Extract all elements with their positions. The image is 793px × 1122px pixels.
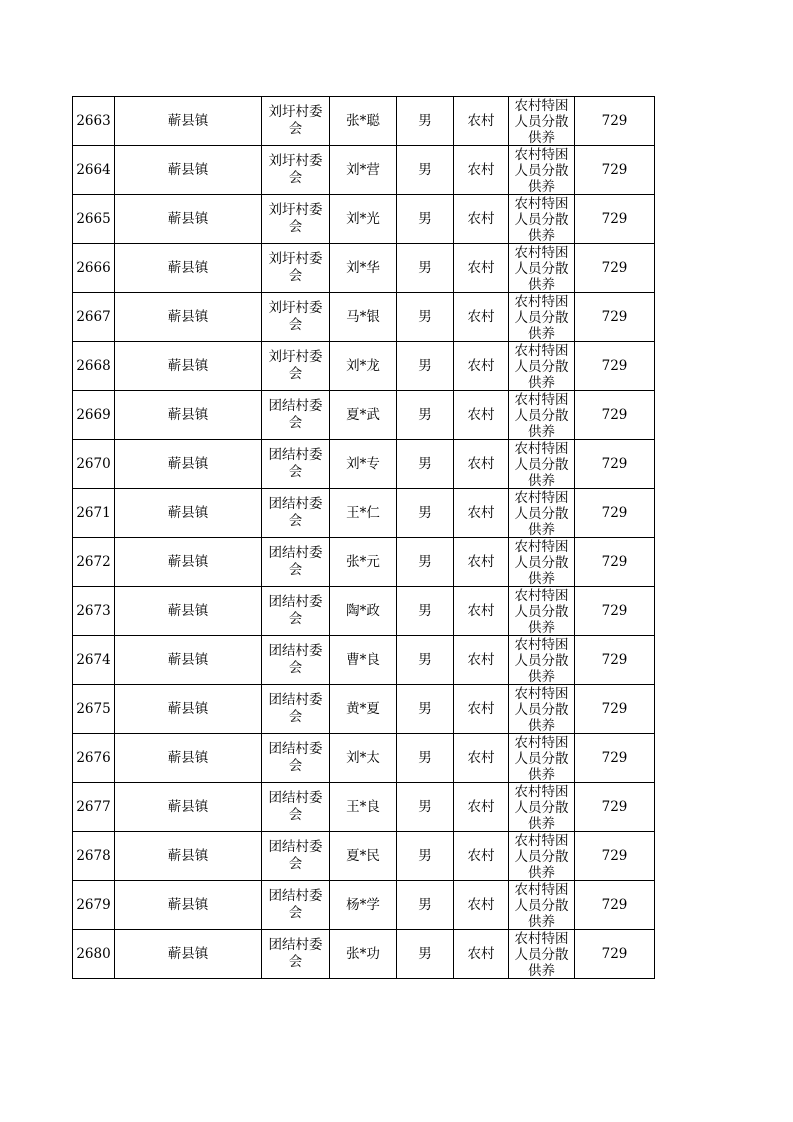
cell-village-committee: 刘圩村委会 bbox=[262, 195, 330, 244]
cell-name: 夏*民 bbox=[330, 832, 397, 881]
cell-village-committee: 团结村委会 bbox=[262, 783, 330, 832]
table-row bbox=[73, 587, 655, 636]
cell-gender: 男 bbox=[397, 244, 454, 293]
cell-name: 张*元 bbox=[330, 538, 397, 587]
cell-area-type: 农村 bbox=[454, 734, 509, 783]
cell-town: 蕲县镇 bbox=[115, 685, 262, 734]
cell-gender: 男 bbox=[397, 538, 454, 587]
cell-assistance-category: 农村特困人员分散供养 bbox=[509, 587, 575, 636]
cell-town: 蕲县镇 bbox=[115, 832, 262, 881]
table-row bbox=[73, 195, 655, 244]
cell-village-committee: 团结村委会 bbox=[262, 685, 330, 734]
cell-name: 杨*学 bbox=[330, 881, 397, 930]
table-row bbox=[73, 244, 655, 293]
cell-serial-number: 2677 bbox=[73, 783, 115, 832]
cell-serial-number: 2670 bbox=[73, 440, 115, 489]
cell-town: 蕲县镇 bbox=[115, 293, 262, 342]
cell-area-type: 农村 bbox=[454, 293, 509, 342]
cell-gender: 男 bbox=[397, 832, 454, 881]
cell-assistance-category: 农村特困人员分散供养 bbox=[509, 342, 575, 391]
cell-village-committee: 团结村委会 bbox=[262, 489, 330, 538]
cell-gender: 男 bbox=[397, 930, 454, 979]
cell-area-type: 农村 bbox=[454, 244, 509, 293]
cell-town: 蕲县镇 bbox=[115, 636, 262, 685]
cell-amount: 729 bbox=[575, 97, 655, 146]
cell-name: 黄*夏 bbox=[330, 685, 397, 734]
cell-assistance-category: 农村特困人员分散供养 bbox=[509, 734, 575, 783]
cell-name: 王*良 bbox=[330, 783, 397, 832]
cell-town: 蕲县镇 bbox=[115, 195, 262, 244]
cell-area-type: 农村 bbox=[454, 587, 509, 636]
table-row bbox=[73, 685, 655, 734]
cell-assistance-category: 农村特困人员分散供养 bbox=[509, 293, 575, 342]
cell-name: 刘*华 bbox=[330, 244, 397, 293]
cell-amount: 729 bbox=[575, 293, 655, 342]
cell-serial-number: 2666 bbox=[73, 244, 115, 293]
cell-amount: 729 bbox=[575, 587, 655, 636]
cell-assistance-category: 农村特困人员分散供养 bbox=[509, 195, 575, 244]
cell-amount: 729 bbox=[575, 930, 655, 979]
cell-serial-number: 2663 bbox=[73, 97, 115, 146]
cell-name: 刘*光 bbox=[330, 195, 397, 244]
cell-gender: 男 bbox=[397, 587, 454, 636]
cell-name: 刘*专 bbox=[330, 440, 397, 489]
cell-amount: 729 bbox=[575, 244, 655, 293]
cell-serial-number: 2672 bbox=[73, 538, 115, 587]
cell-gender: 男 bbox=[397, 783, 454, 832]
cell-village-committee: 刘圩村委会 bbox=[262, 97, 330, 146]
cell-amount: 729 bbox=[575, 783, 655, 832]
cell-serial-number: 2669 bbox=[73, 391, 115, 440]
cell-town: 蕲县镇 bbox=[115, 881, 262, 930]
cell-town: 蕲县镇 bbox=[115, 734, 262, 783]
recipient-table bbox=[72, 96, 655, 979]
cell-gender: 男 bbox=[397, 440, 454, 489]
cell-area-type: 农村 bbox=[454, 342, 509, 391]
cell-gender: 男 bbox=[397, 636, 454, 685]
cell-village-committee: 刘圩村委会 bbox=[262, 293, 330, 342]
cell-name: 马*银 bbox=[330, 293, 397, 342]
cell-town: 蕲县镇 bbox=[115, 146, 262, 195]
cell-area-type: 农村 bbox=[454, 881, 509, 930]
cell-name: 张*功 bbox=[330, 930, 397, 979]
cell-town: 蕲县镇 bbox=[115, 342, 262, 391]
cell-assistance-category: 农村特困人员分散供养 bbox=[509, 538, 575, 587]
cell-town: 蕲县镇 bbox=[115, 97, 262, 146]
cell-area-type: 农村 bbox=[454, 195, 509, 244]
table-body bbox=[73, 97, 655, 979]
cell-amount: 729 bbox=[575, 734, 655, 783]
cell-village-committee: 刘圩村委会 bbox=[262, 146, 330, 195]
table-row bbox=[73, 146, 655, 195]
cell-name: 刘*营 bbox=[330, 146, 397, 195]
cell-village-committee: 团结村委会 bbox=[262, 832, 330, 881]
cell-amount: 729 bbox=[575, 538, 655, 587]
table-row bbox=[73, 97, 655, 146]
cell-area-type: 农村 bbox=[454, 391, 509, 440]
cell-amount: 729 bbox=[575, 881, 655, 930]
table-row bbox=[73, 930, 655, 979]
cell-town: 蕲县镇 bbox=[115, 391, 262, 440]
cell-village-committee: 团结村委会 bbox=[262, 587, 330, 636]
cell-assistance-category: 农村特困人员分散供养 bbox=[509, 685, 575, 734]
cell-assistance-category: 农村特困人员分散供养 bbox=[509, 832, 575, 881]
cell-serial-number: 2665 bbox=[73, 195, 115, 244]
cell-village-committee: 团结村委会 bbox=[262, 734, 330, 783]
cell-name: 张*聪 bbox=[330, 97, 397, 146]
cell-name: 夏*武 bbox=[330, 391, 397, 440]
cell-amount: 729 bbox=[575, 489, 655, 538]
table-row bbox=[73, 636, 655, 685]
cell-amount: 729 bbox=[575, 440, 655, 489]
cell-gender: 男 bbox=[397, 146, 454, 195]
cell-serial-number: 2675 bbox=[73, 685, 115, 734]
cell-gender: 男 bbox=[397, 293, 454, 342]
cell-town: 蕲县镇 bbox=[115, 489, 262, 538]
cell-village-committee: 团结村委会 bbox=[262, 636, 330, 685]
cell-serial-number: 2664 bbox=[73, 146, 115, 195]
table-row bbox=[73, 293, 655, 342]
cell-gender: 男 bbox=[397, 734, 454, 783]
cell-gender: 男 bbox=[397, 342, 454, 391]
cell-assistance-category: 农村特困人员分散供养 bbox=[509, 930, 575, 979]
cell-amount: 729 bbox=[575, 391, 655, 440]
cell-town: 蕲县镇 bbox=[115, 587, 262, 636]
cell-serial-number: 2679 bbox=[73, 881, 115, 930]
cell-village-committee: 团结村委会 bbox=[262, 391, 330, 440]
cell-gender: 男 bbox=[397, 195, 454, 244]
cell-area-type: 农村 bbox=[454, 783, 509, 832]
cell-serial-number: 2678 bbox=[73, 832, 115, 881]
cell-assistance-category: 农村特困人员分散供养 bbox=[509, 97, 575, 146]
cell-assistance-category: 农村特困人员分散供养 bbox=[509, 783, 575, 832]
cell-serial-number: 2680 bbox=[73, 930, 115, 979]
cell-town: 蕲县镇 bbox=[115, 783, 262, 832]
cell-assistance-category: 农村特困人员分散供养 bbox=[509, 440, 575, 489]
cell-name: 刘*太 bbox=[330, 734, 397, 783]
cell-village-committee: 团结村委会 bbox=[262, 881, 330, 930]
table-row bbox=[73, 538, 655, 587]
cell-village-committee: 刘圩村委会 bbox=[262, 244, 330, 293]
table-row bbox=[73, 391, 655, 440]
cell-area-type: 农村 bbox=[454, 97, 509, 146]
cell-name: 刘*龙 bbox=[330, 342, 397, 391]
cell-serial-number: 2674 bbox=[73, 636, 115, 685]
cell-name: 王*仁 bbox=[330, 489, 397, 538]
cell-amount: 729 bbox=[575, 832, 655, 881]
cell-amount: 729 bbox=[575, 342, 655, 391]
table-row bbox=[73, 440, 655, 489]
cell-assistance-category: 农村特困人员分散供养 bbox=[509, 146, 575, 195]
table-row bbox=[73, 832, 655, 881]
cell-town: 蕲县镇 bbox=[115, 440, 262, 489]
cell-name: 曹*良 bbox=[330, 636, 397, 685]
cell-village-committee: 团结村委会 bbox=[262, 538, 330, 587]
cell-amount: 729 bbox=[575, 195, 655, 244]
cell-area-type: 农村 bbox=[454, 146, 509, 195]
cell-area-type: 农村 bbox=[454, 440, 509, 489]
cell-area-type: 农村 bbox=[454, 930, 509, 979]
cell-amount: 729 bbox=[575, 636, 655, 685]
table-row bbox=[73, 734, 655, 783]
cell-village-committee: 刘圩村委会 bbox=[262, 342, 330, 391]
table-row bbox=[73, 342, 655, 391]
cell-name: 陶*政 bbox=[330, 587, 397, 636]
cell-town: 蕲县镇 bbox=[115, 930, 262, 979]
cell-serial-number: 2668 bbox=[73, 342, 115, 391]
cell-assistance-category: 农村特困人员分散供养 bbox=[509, 881, 575, 930]
cell-amount: 729 bbox=[575, 146, 655, 195]
cell-assistance-category: 农村特困人员分散供养 bbox=[509, 489, 575, 538]
cell-village-committee: 团结村委会 bbox=[262, 930, 330, 979]
cell-area-type: 农村 bbox=[454, 832, 509, 881]
cell-gender: 男 bbox=[397, 97, 454, 146]
cell-serial-number: 2667 bbox=[73, 293, 115, 342]
table-row bbox=[73, 881, 655, 930]
cell-gender: 男 bbox=[397, 685, 454, 734]
cell-serial-number: 2671 bbox=[73, 489, 115, 538]
cell-area-type: 农村 bbox=[454, 685, 509, 734]
cell-assistance-category: 农村特困人员分散供养 bbox=[509, 391, 575, 440]
cell-gender: 男 bbox=[397, 391, 454, 440]
cell-amount: 729 bbox=[575, 685, 655, 734]
cell-gender: 男 bbox=[397, 489, 454, 538]
cell-area-type: 农村 bbox=[454, 636, 509, 685]
cell-serial-number: 2673 bbox=[73, 587, 115, 636]
table-row bbox=[73, 489, 655, 538]
cell-village-committee: 团结村委会 bbox=[262, 440, 330, 489]
cell-area-type: 农村 bbox=[454, 538, 509, 587]
cell-serial-number: 2676 bbox=[73, 734, 115, 783]
cell-area-type: 农村 bbox=[454, 489, 509, 538]
cell-town: 蕲县镇 bbox=[115, 538, 262, 587]
cell-assistance-category: 农村特困人员分散供养 bbox=[509, 636, 575, 685]
cell-assistance-category: 农村特困人员分散供养 bbox=[509, 244, 575, 293]
table-row bbox=[73, 783, 655, 832]
cell-town: 蕲县镇 bbox=[115, 244, 262, 293]
cell-gender: 男 bbox=[397, 881, 454, 930]
